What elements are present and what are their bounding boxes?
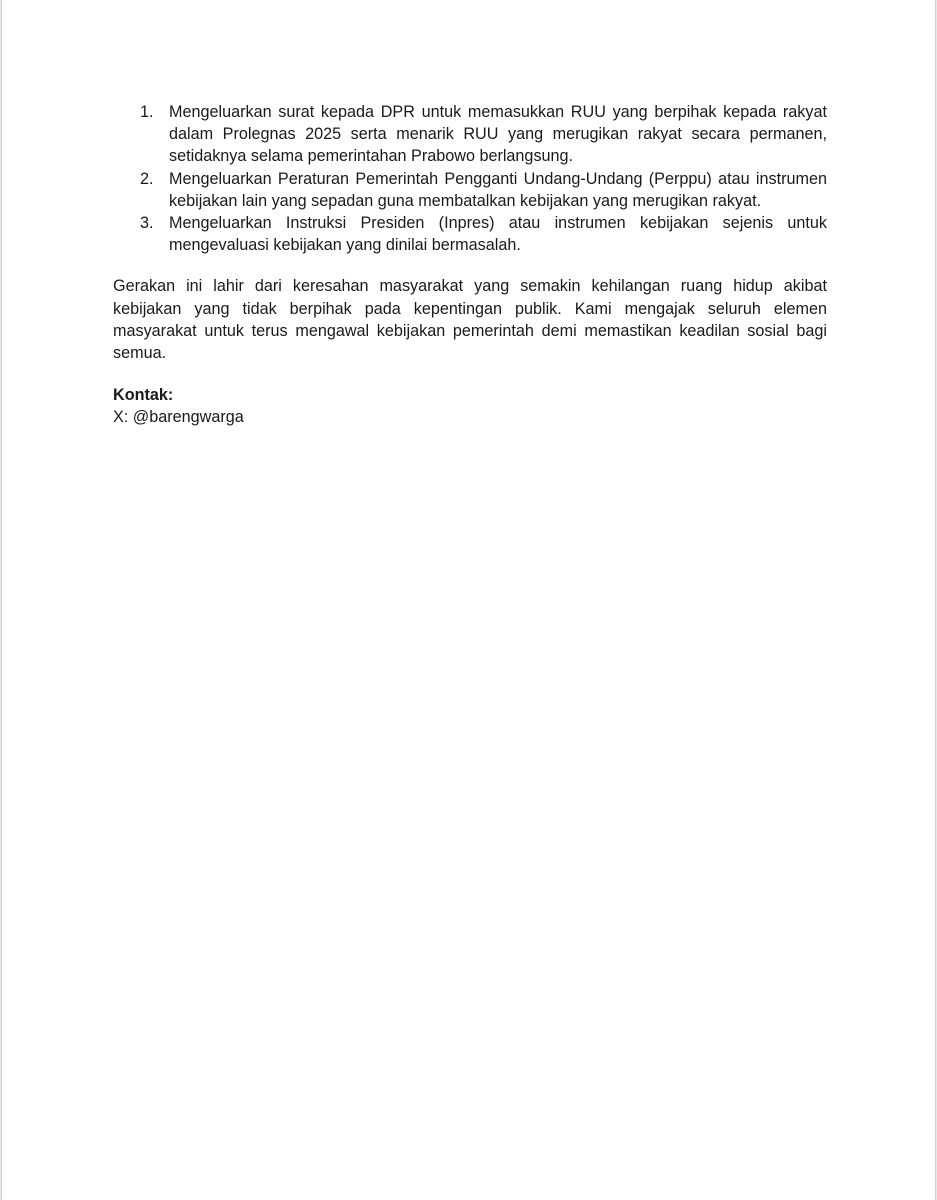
document-page <box>1 0 936 1200</box>
list-item-number: 3. <box>140 214 154 233</box>
list-item-number: 2. <box>140 169 154 188</box>
list-item <box>113 212 827 256</box>
contact-block <box>113 384 827 428</box>
list-item-text: Mengeluarkan Instruksi Presiden (Inpres) atau instrumen kebijakan sejenis untuk mengevaluasi kebijakan yang dinilai bermasalah. <box>169 214 827 255</box>
list-item <box>113 101 827 168</box>
list-item <box>113 168 827 212</box>
list-item-text: Mengeluarkan surat kepada DPR untuk memasukkan RUU yang berpihak kepada rakyat dalam Prolegnas 2025 serta menarik RUU yang merugikan rakyat secara permanen, setidaknya selama pemerintahan Prabowo berlangsung. <box>169 103 827 166</box>
closing-paragraph: Gerakan ini lahir dari keresahan masyarakat yang semakin kehilangan ruang hidup akibat kebijakan yang tidak berpihak pada kepentingan publik. Kami mengajak seluruh elemen masyarakat untuk terus mengawal kebijakan pemerintah demi memastikan keadilan sosial bagi semua. <box>113 277 827 363</box>
list-item-number: 1. <box>140 103 154 121</box>
contact-handle: X: @barengwarga <box>113 408 244 427</box>
list-item-text: Mengeluarkan Peraturan Pemerintah Pengganti Undang-Undang (Perppu) atau instrumen kebijakan lain yang sepadan guna membatalkan kebijakan yang merugikan rakyat. <box>169 169 827 210</box>
demands-list <box>113 101 827 256</box>
contact-label: Kontak: <box>113 386 174 405</box>
document-body <box>113 101 827 429</box>
